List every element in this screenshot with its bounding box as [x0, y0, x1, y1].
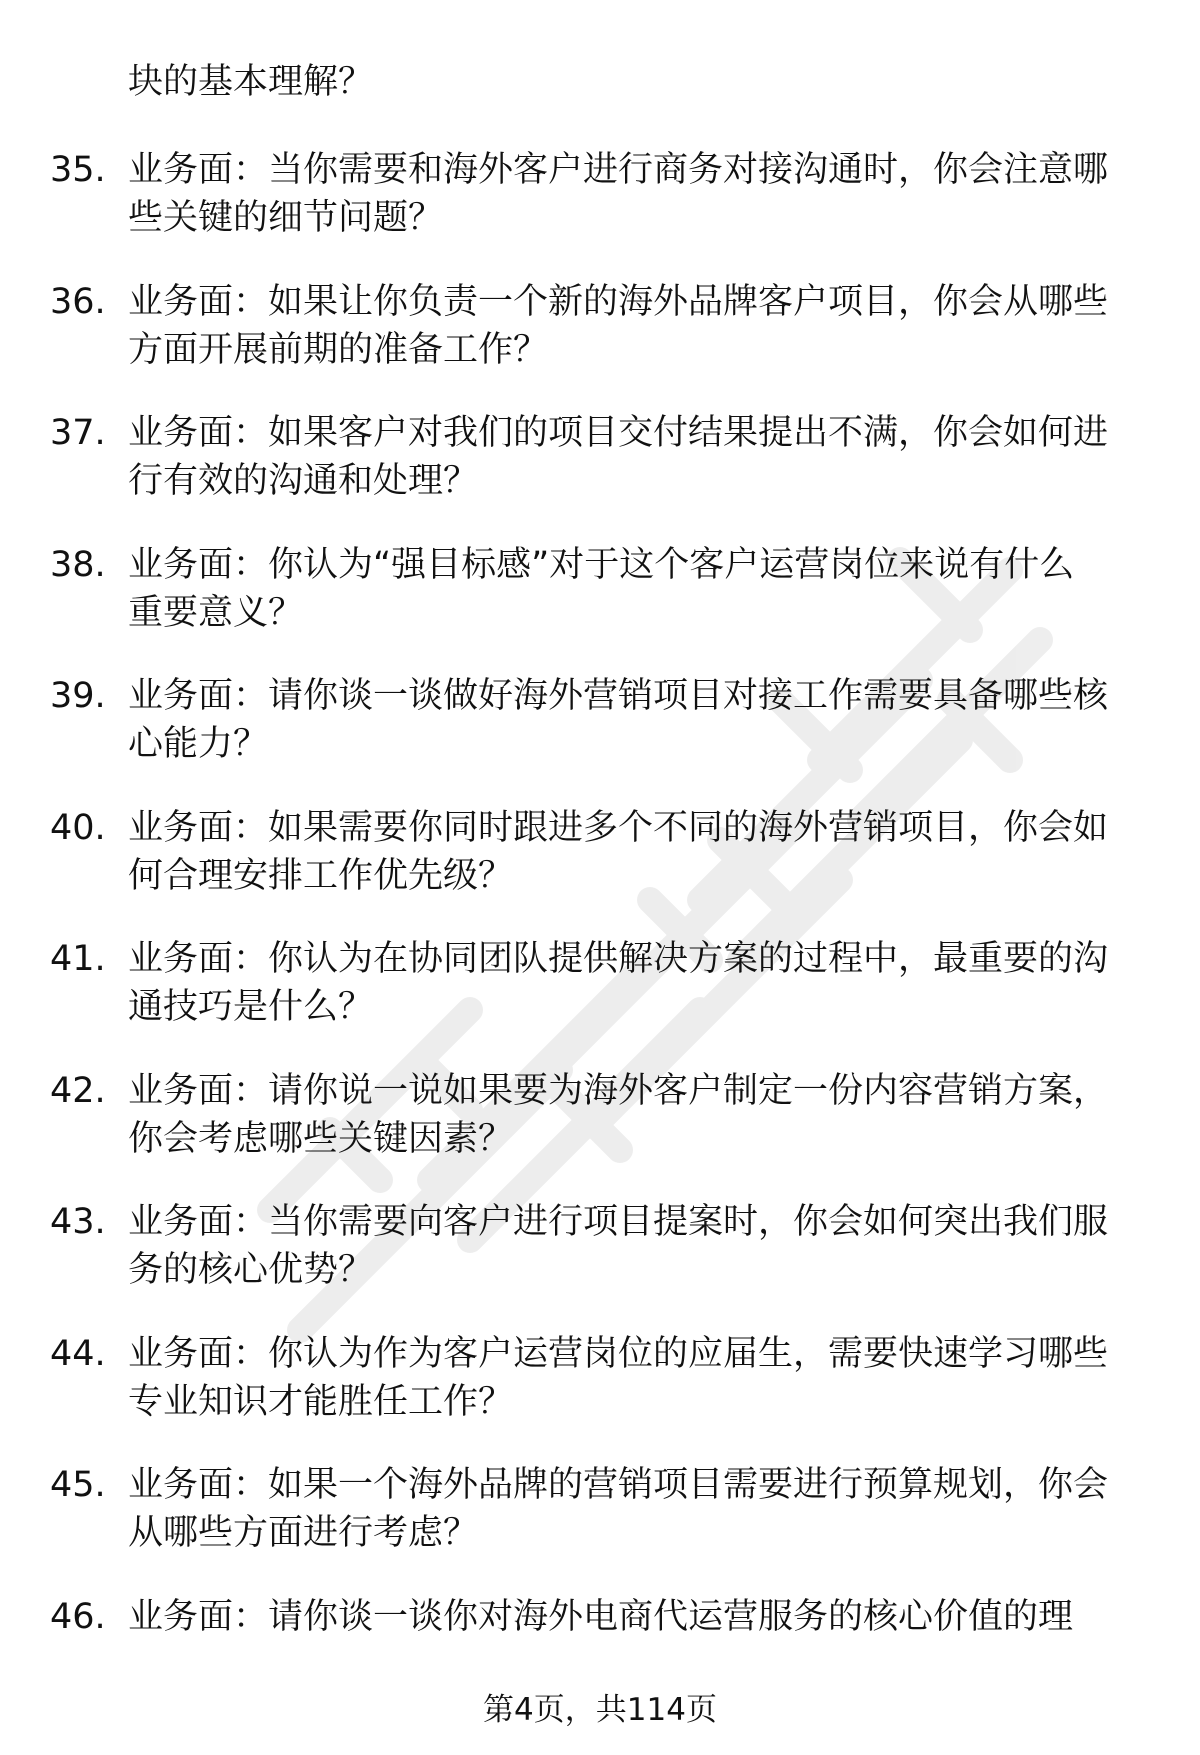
question-item: [0, 935, 1200, 1067]
question-item: [0, 804, 1200, 936]
question-number: 43.: [50, 1202, 106, 1242]
question-line: 些关键的细节问题？: [128, 198, 444, 238]
question-text: [128, 1461, 1143, 1557]
question-item: [0, 1067, 1200, 1199]
question-item: [0, 146, 1200, 278]
question-number: 39.: [50, 676, 106, 716]
question-item: [0, 278, 1200, 410]
question-line: 专业知识才能胜任工作？: [128, 1381, 514, 1422]
question-text: [128, 278, 1143, 374]
question-item: [0, 541, 1200, 673]
question-line: 业务面：请你说一说如果要为海外客户制定一份内容营销方案，: [128, 1070, 1109, 1111]
question-number: 41.: [50, 939, 106, 979]
page-footer: 第4页，共114页: [483, 1692, 717, 1728]
question-text: [128, 1330, 1143, 1426]
question-number: 40.: [50, 807, 106, 848]
question-line: 你会考虑哪些关键因素？: [128, 1118, 514, 1159]
question-item: [0, 409, 1200, 541]
question-line: 通技巧是什么？: [128, 987, 374, 1027]
question-line: 业务面：如果需要你同时跟进多个不同的海外营销项目，你会如: [128, 807, 1109, 848]
question-number: 38.: [50, 544, 106, 585]
question-line: 业务面：你认为在协同团队提供解决方案的过程中，最重要的沟: [128, 939, 1109, 979]
question-text: [128, 146, 1143, 242]
question-line: 业务面：当你需要和海外客户进行商务对接沟通时，你会注意哪: [128, 150, 1109, 190]
question-line: 业务面：你认为作为客户运营岗位的应届生，需要快速学习哪些: [128, 1333, 1109, 1374]
question-line: 业务面：当你需要向客户进行项目提案时，你会如何突出我们服: [128, 1202, 1109, 1242]
question-number: 42.: [50, 1070, 106, 1111]
question-text: [128, 541, 1143, 637]
question-number: 46.: [50, 1596, 106, 1637]
question-number: 45.: [50, 1465, 106, 1505]
question-list: [0, 146, 1200, 1724]
question-line: 务的核心优势？: [128, 1250, 374, 1290]
question-text: [128, 804, 1143, 900]
question-line: 业务面：请你谈一谈你对海外电商代运营服务的核心价值的理: [128, 1596, 1074, 1637]
question-line: 业务面：你认为“强目标感”对于这个客户运营岗位来说有什么: [128, 544, 1075, 585]
question-number: 37.: [50, 413, 106, 453]
question-item: [0, 1198, 1200, 1330]
question-line: 业务面：如果一个海外品牌的营销项目需要进行预算规划，你会: [128, 1465, 1109, 1505]
question-text: [128, 1198, 1143, 1294]
question-number: 35.: [50, 150, 106, 190]
question-line: 业务面：如果客户对我们的项目交付结果提出不满，你会如何进: [128, 413, 1109, 453]
question-number: 36.: [50, 281, 106, 322]
question-item: [0, 1330, 1200, 1462]
question-line: 从哪些方面进行考虑？: [128, 1513, 479, 1553]
question-text: [128, 1593, 1143, 1641]
question-line: 重要意义？: [128, 592, 304, 633]
question-line: 心能力？: [128, 724, 269, 764]
question-item: [0, 672, 1200, 804]
question-text: [128, 935, 1143, 1031]
question-line: 业务面：如果让你负责一个新的海外品牌客户项目，你会从哪些: [128, 281, 1109, 322]
question-text: [128, 409, 1143, 505]
question-number: 44.: [50, 1333, 106, 1374]
question-text: [128, 1067, 1143, 1163]
question-item: [0, 1461, 1200, 1593]
question-text: [128, 672, 1143, 768]
continued-question-text: 块的基本理解？: [128, 62, 374, 102]
question-line: 方面开展前期的准备工作？: [128, 329, 549, 370]
question-line: 业务面：请你谈一谈做好海外营销项目对接工作需要具备哪些核: [128, 676, 1109, 716]
question-line: 行有效的沟通和处理？: [128, 461, 479, 501]
question-line: 何合理安排工作优先级？: [128, 855, 514, 896]
